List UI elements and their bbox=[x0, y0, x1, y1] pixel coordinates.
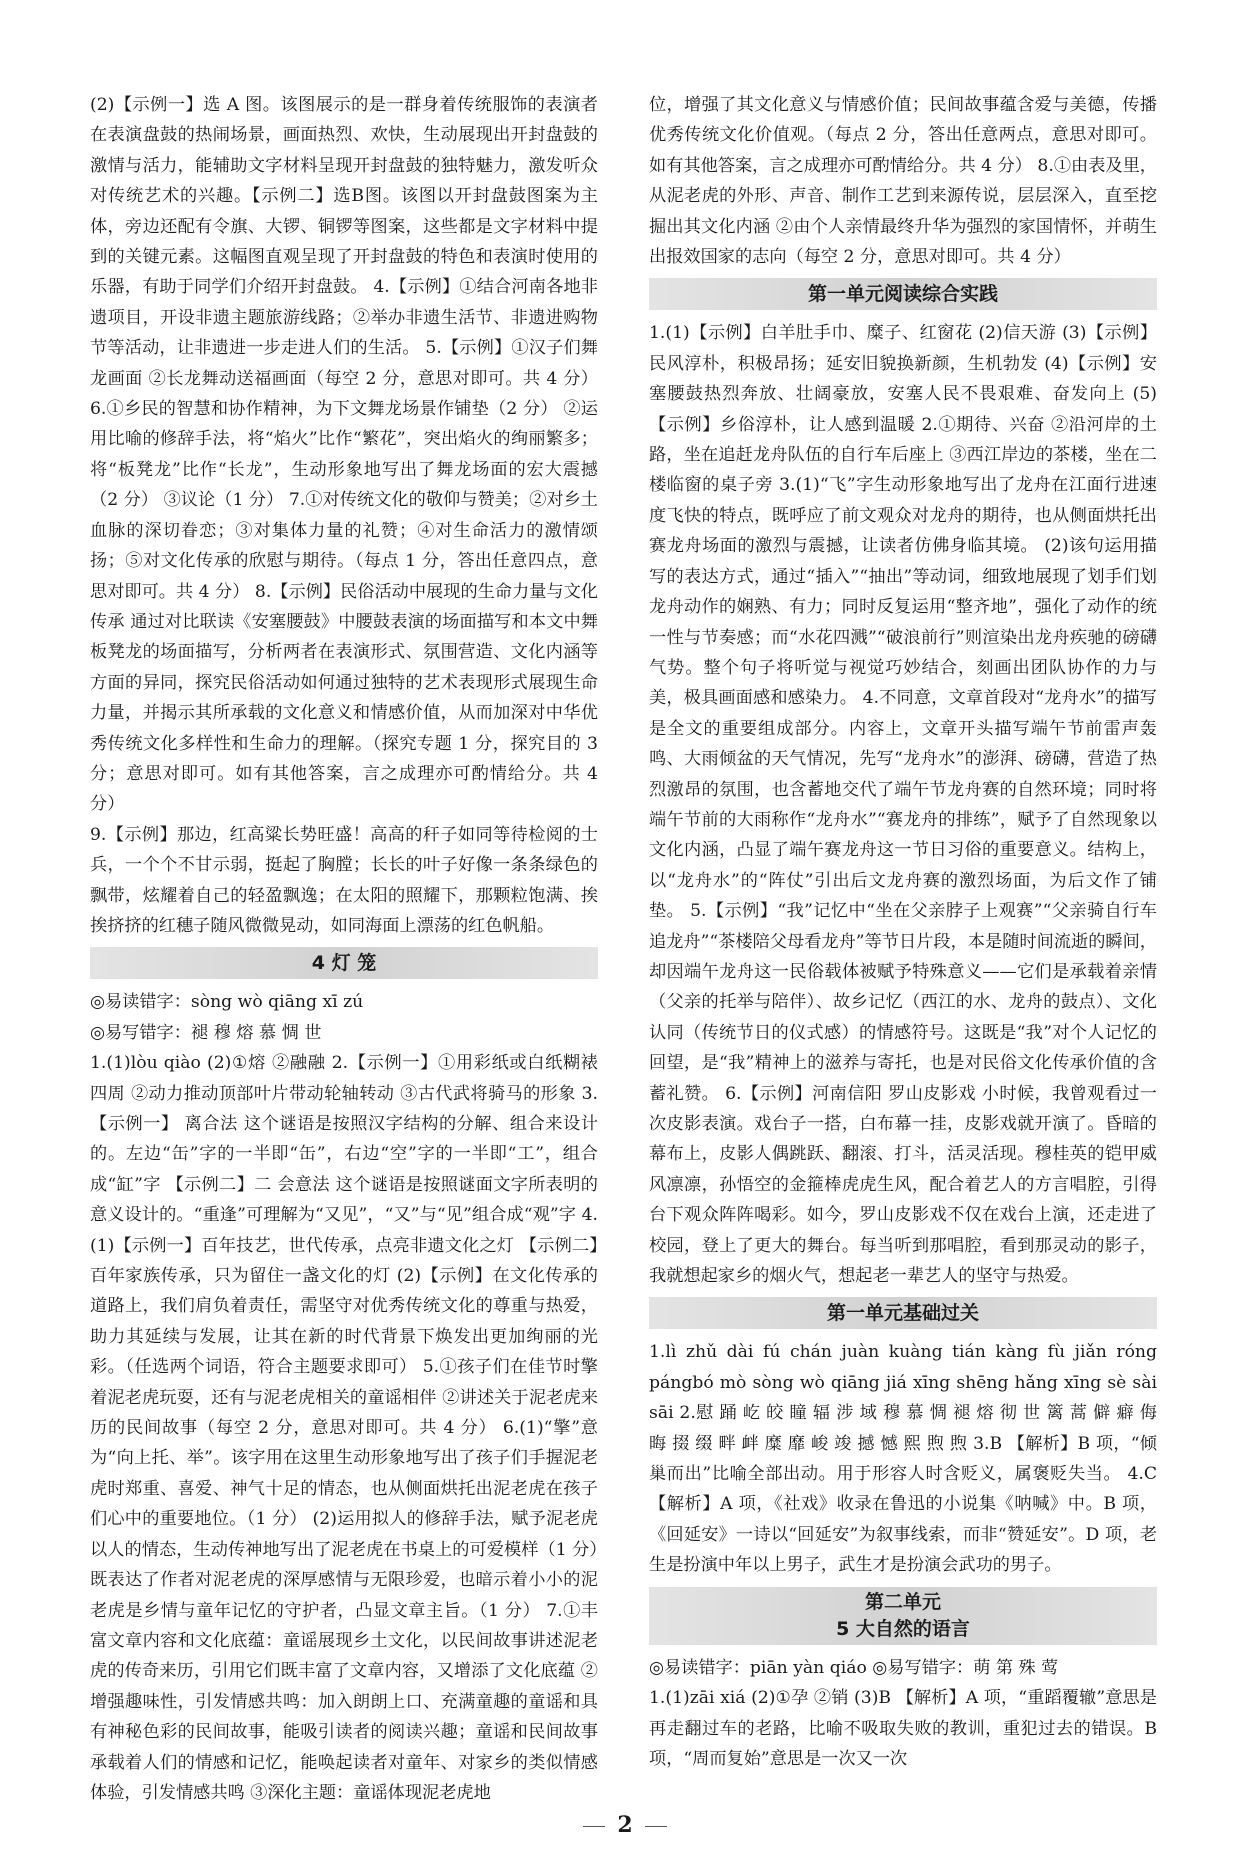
answer-paragraph: (2)【示例一】选 A 图。该图展示的是一群身着传统服饰的表演者在表演盘鼓的热闹场景，画面热烈、欢快，生动展现出开封盘鼓的激情与活力，能辅助文字材料呈现开封盘鼓的独特魅力，激发听众对传统艺术的兴趣。【示例二】选B图。该图以开封盘鼓图案为主体，旁边还配有令旗、大锣、铜锣等图案，这些都是文字材料中提到的关键元素。这幅图直观呈现了开封盘鼓的特色和表演时使用的乐器，有助于同学们介绍开封盘鼓。 4.【示例】①结合河南各地非遗项目，开设非遗主题旅游线路；②举办非遗生活节、非遗进购物节等活动，让非遗进一步走进人们的生活。 5.【示例】①汉子们舞龙画面 ②长龙舞动送福画面（每空 2 分，意思对即可。共 4 分） 6.①乡民的智慧和协作精神，为下文舞龙场景作铺垫（2 分） ②运用比喻的修辞手法，将“焰火”比作“繁花”，突出焰火的绚丽繁多；将“板凳龙”比作“长龙”，生动形象地写出了舞龙场面的宏大震撼（2 分） ③议论（1 分） 7.①对传统文化的敬仰与赞美；②对乡土血脉的深切眷恋；③对集体力量的礼赞；④对生命活力的激情颂扬；⑤对文化传承的欣慰与期待。（每点 1 分，答出任意四点，意思对即可。共 4 分） 8.【示例】民俗活动中展现的生命力量与文化传承 通过对比联读《安塞腰鼓》中腰鼓表演的场面描写和本文中舞板凳龙的场面描写，分析两者在表演形式、氛围营造、文化内涵等方面的异同，探究民俗活动如何通过独特的艺术表现形式展现生命力量，并揭示其所承载的文化意义和情感价值，从而加深对中华优秀传统文化多样性和生命力的理解。（探究专题 1 分，探究目的 3 分；意思对即可。如有其他答案，言之成理亦可酌情给分。共 4 分） bbox=[90, 95, 598, 815]
answer-paragraph: 1.(1)【示例】白羊肚手巾、糜子、红窗花 (2)信天游 (3)【示例】民风淳朴，积极昂扬；延安旧貌换新颜，生机勃发 (4)【示例】安塞腰鼓热烈奔放、壮阔豪放，安塞人民不畏艰难、奋发向上 (5)【示例】乡俗淳朴，让人感到温暖 2.①期待、兴奋 ②沿河岸的土路，坐在追赶龙舟队伍的自行车后座上 ③西江岸边的茶楼，坐在二楼临窗的桌子旁 3.(1)“飞”字生动形象地写出了龙舟在江面行进速度飞快的特点，既呼应了前文观众对龙舟的期待，也从侧面烘托出赛龙舟场面的激烈与震撼，让读者仿佛身临其境。 (2)该句运用描写的表达方式，通过“插入”“抽出”等动词，细致地展现了划手们划龙舟动作的娴熟、有力；同时反复运用“整齐地”，强化了动作的统一性与节奏感；而“水花四溅”“破浪前行”则渲染出龙舟疾驰的磅礴气势。整个句子将听觉与视觉巧妙结合，刻画出团队协作的力与美，极具画面感和感染力。 4.不同意，文章首段对“龙舟水”的描写是全文的重要组成部分。内容上，文章开头描写端午节前雷声轰鸣、大雨倾盆的天气情况，先写“龙舟水”的澎湃、磅礴，营造了热烈激昂的氛围，也含蓄地交代了端午节龙舟赛的自然环境；同时将端午节前的大雨称作“龙舟水”“赛龙舟的排练”，赋予了自然现象以文化内涵，凸显了端午赛龙舟这一节日习俗的重要意义。结构上，以“龙舟水”的“阵仗”引出后文龙舟赛的激烈场面，为后文作了铺垫。 5.【示例】“我”记忆中“坐在父亲脖子上观赛”“父亲骑自行车追龙舟”“茶楼陪父母看龙舟”等节日片段，本是随时间流逝的瞬间，却因端午龙舟这一民俗载体被赋予特殊意义——它们是承载着亲情（父亲的托举与陪伴）、故乡记忆（西江的水、龙舟的鼓点）、文化认同（传统节日的仪式感）的情感符号。这既是“我”对个人记忆的回望，是“我”精神上的滋养与寄托，也是对民俗文化传承价值的含蓄礼赞。 6.【示例】河南信阳 罗山皮影戏 小时候，我曾观看过一次皮影表演。戏台子一搭，白布幕一挂，皮影戏就开演了。昏暗的幕布上，皮影人偶跳跃、翻滚、打斗，活灵活现。穆桂英的铠甲威风凛凛，孙悟空的金箍棒虎虎生风，配合着艺人的方言唱腔，引得台下观众阵阵喝彩。如今，罗山皮影戏不仅在戏台上演，还走进了校园，登上了更大的舞台。每当听到那唱腔，看到那灵动的影子，我就想起家乡的烟火气，想起老一辈艺人的坚守与热爱。 bbox=[649, 323, 1157, 1287]
section-heading: 第一单元阅读综合实践 bbox=[649, 278, 1157, 310]
unit-heading bbox=[649, 1587, 1157, 1645]
section-heading: 4 灯 笼 bbox=[90, 947, 598, 979]
answer-paragraph: 位，增强了其文化意义与情感价值；民间故事蕴含爱与美德，传播优秀传统文化价值观。（每点 2 分，答出任意两点，意思对即可。如有其他答案，言之成理亦可酌情给分。共 4 分） 8.①由表及里，从泥老虎的外形、声音、制作工艺到来源传说，层层深入，直至挖掘出其文化内涵 ②由个人亲情最终升华为强烈的家国情怀，并萌生出报效国家的志向（每空 2 分，意思对即可。共 4 分） bbox=[649, 95, 1157, 268]
answer-paragraph: 1.lì zhǔ dài fú chán juàn kuàng tián kàng fù jiǎn róng pángbó mò sòng wò qiāng jiá xīng shēng hǎng xīng sè sài sāi 2.慰 踊 屹 皎 瞳 辐 涉 域 穆 慕 惆 褪 熔 彻 世 篱 蒿 僻 癖 侮 晦 掇 缀 畔 衅 糜 靡 峻 竣 撼 憾 熙 煦 煦 3.B 【解析】B 项，“倾巢而出”比喻全部出动。用于形容人时含贬义，属褒贬失当。 4.C 【解析】A 项，《社戏》收录在鲁迅的小说集《呐喊》中。B 项，《回延安》一诗以“回延安”为叙事线索，而非“赞延安”。D 项，老生是扮演中年以上男子，武生才是扮演会武功的男子。 bbox=[649, 1342, 1157, 1576]
answer-paragraph: 1.(1)zāi xiá (2)①孕 ②销 (3)B 【解析】A 项，“重蹈覆辙”意思是再走翻过车的老路，比喻不吸取失败的教训，重犯过去的错误。B 项，“周而复始”意思是一次又一次 bbox=[649, 1688, 1157, 1769]
easy-write-errors: ◎易写错字：褪 穆 熔 慕 惆 世 bbox=[90, 1022, 322, 1043]
answer-paragraph: 9.【示例】那边，红高粱长势旺盛！高高的秆子如同等待检阅的士兵，一个个不甘示弱，挺起了胸膛；长长的叶子好像一条条绿色的飘带，炫耀着自己的轻盈飘逸；在太阳的照耀下，那颗粒饱满、挨挨挤挤的红穗子随风微微晃动，如同海面上漂荡的红色帆船。 bbox=[90, 824, 598, 936]
right-column bbox=[649, 90, 1157, 1774]
left-column bbox=[90, 90, 598, 1808]
page-number: 2 bbox=[0, 1812, 1250, 1838]
easy-errors-line: ◎易读错字：piān yàn qiáo ◎易写错字：萌 第 殊 莺 bbox=[649, 1657, 1059, 1678]
section-heading: 第一单元基础过关 bbox=[649, 1297, 1157, 1329]
unit-title: 第二单元 bbox=[864, 1590, 941, 1613]
easy-read-errors: ◎易读错字：sòng wò qiāng xī zú bbox=[90, 992, 364, 1013]
lesson-title: 5 大自然的语言 bbox=[836, 1617, 970, 1640]
answer-paragraph: 1.(1)lòu qiào (2)①熔 ②融融 2.【示例一】①用彩纸或白纸糊裱四周 ②动力推动顶部叶片带动轮轴转动 ③古代武将骑马的形象 3.【示例一】 离合法 这个谜语是按照汉字结构的分解、组合来设计的。左边“缶”字的一半即“缶”，右边“空”字的一半即“工”，组合成“缸”字 【示例二】二 会意法 这个谜语是按照谜面文字所表明的意义设计的。“重逢”可理解为“又见”，“又”与“见”组合成“观”字 4.(1)【示例一】百年技艺，世代传承，点亮非遗文化之灯 【示例二】百年家族传承，只为留住一盏文化的灯 (2)【示例】在文化传承的道路上，我们肩负着责任，需坚守对优秀传统文化的尊重与热爱，助力其延续与发展，让其在新的时代背景下焕发出更加绚丽的光彩。（任选两个词语，符合主题要求即可） 5.①孩子们在佳节时擎着泥老虎玩耍，还有与泥老虎相关的童谣相伴 ②讲述关于泥老虎来历的民间故事（每空 2 分，意思对即可。共 4 分） 6.(1)“擎”意为“向上托、举”。该字用在这里生动形象地写出了孩子们手握泥老虎时郑重、喜爱、神气十足的情态，也从侧面烘托出泥老虎在孩子们心中的重要地位。（1 分） (2)运用拟人的修辞手法，赋予泥老虎以人的情态，生动传神地写出了泥老虎在书桌上的可爱模样（1 分）既表达了作者对泥老虎的深厚感情与无限珍爱，也暗示着小小的泥老虎是乡情与童年记忆的守护者，凸显文章主旨。（1 分） 7.①丰富文章内容和文化底蕴：童谣展现乡土文化，以民间故事讲述泥老虎的传奇来历，引用它们既丰富了文章内容，又增添了文化底蕴 ②增强趣味性，引发情感共鸣：加入朗朗上口、充满童趣的童谣和具有神秘色彩的民间故事，能吸引读者的阅读兴趣；童谣和民间故事承载着人们的情感和记忆，能唤起读者对童年、对家乡的类似情感体验，引发情感共鸣 ③深化主题：童谣体现泥老虎地 bbox=[90, 1053, 598, 1803]
